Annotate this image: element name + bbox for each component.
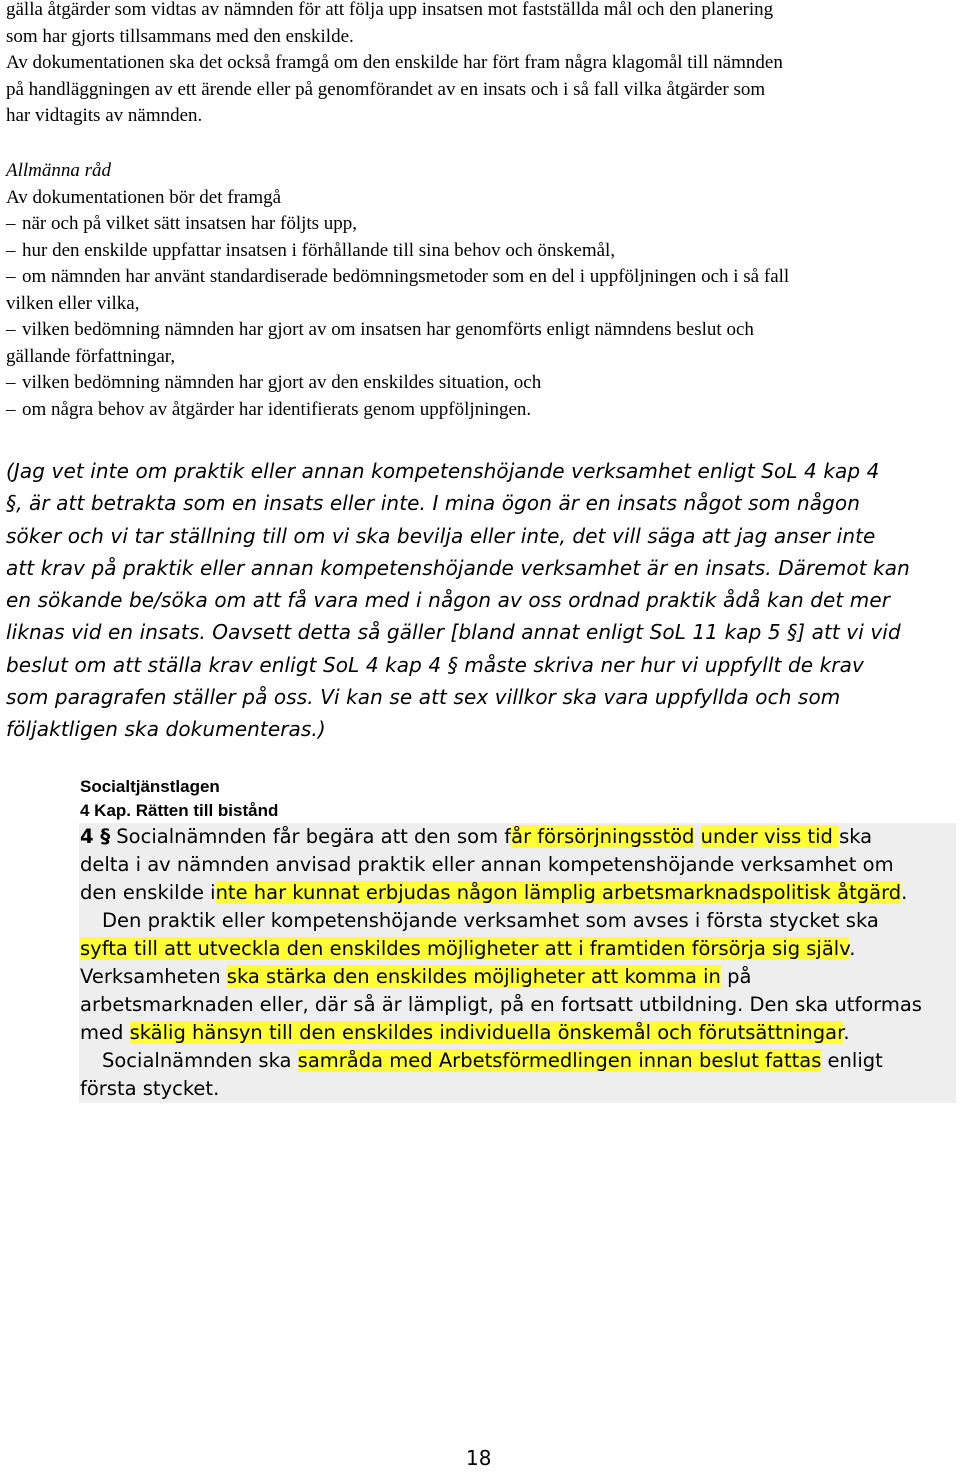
comment-line: (Jag vet inte om praktik eller annan kompetenshöjande verksamhet enligt SoL 4 kap 4 [6,459,880,483]
intro-line: har vidtagits av nämnden. [6,105,203,126]
paragraph-number: 4 § [80,825,111,848]
advice-item-continuation: gällande författningar, [6,345,176,367]
highlight: nte har kunnat erbjudas någon lämplig arbetsmarknadspolitisk åtgärd [215,881,902,904]
law-quote [80,823,960,1103]
page-number: 18 [466,1446,492,1470]
intro-paragraph [6,0,956,130]
general-advice-lead: Av dokumentationen bör det framgå [6,186,282,208]
author-comment [6,455,951,746]
comment-line: som paragrafen ställer på oss. Vi kan se att sex villkor ska vara uppfyllda och som [6,685,841,710]
law-paragraph-1: 4 § Socialnämnden får begära att den som får försörjningsstöd under viss tid ska delta i av nämnden anvisad praktik eller annan kompetenshöjande verksamhet om den enskilde inte har kunnat erbjudas någon lämplig arbetsmarknadspolitisk åtgärd. [80,825,908,904]
general-advice-section [6,158,956,423]
advice-item: – om några behov av åtgärder har identifierats genom uppföljningen. [6,398,532,420]
law-paragraph-2: Den praktik eller kompetenshöjande verksamhet som avses i första stycket ska syfta till att utveckla den enskildes möjligheter att i framtiden försörja sig själv. Verksamheten ska stärka den enskildes möjligheter att komma in på arbetsmarknaden eller, där så är lämpligt, på en fortsatt utbildning. Den ska utformas med skälig hänsyn till den enskildes individuella önskemål och förutsättningar. [80,909,922,1044]
comment-line: följaktligen ska dokumenteras.) [6,717,326,742]
advice-item: – vilken bedömning nämnden har gjort av om insatsen har genomförts enligt nämndens beslut och [6,319,754,340]
intro-line: gälla åtgärder som vidtas av nämnden för att följa upp insatsen mot fastställda mål och den planering [6,0,774,20]
general-advice-title: Allmänna råd [6,160,112,181]
advice-item: – om nämnden har använt standardiserade bedömningsmetoder som en del i uppföljningen och i så fall [6,266,790,287]
law-heading: Socialtjänstlagen [80,777,220,796]
law-chapter-heading: 4 Kap. Rätten till bistånd [80,801,279,820]
highlight: samråda med Arbetsförmedlingen innan beslut fattas [297,1049,822,1072]
advice-item: – hur den enskilde uppfattar insatsen i förhållande till sina behov och önskemål, [6,239,616,261]
advice-item: – vilken bedömning nämnden har gjort av den enskildes situation, och [6,372,542,393]
advice-item: – när och på vilket sätt insatsen har följts upp, [6,213,358,234]
comment-line: söker och vi tar ställning till om vi ska bevilja eller inte, det vill säga att jag anser inte [6,523,876,548]
comment-line: att krav på praktik eller annan kompetenshöjande verksamhet är en insats. Däremot kan [6,555,910,580]
intro-line: på handläggningen av ett ärende eller på genomförandet av en insats och i så fall vilka åtgärder som [6,78,766,100]
comment-line: en sökande be/söka om att få vara med i någon av oss ordnad praktik ådå kan det mer [6,588,891,613]
comment-line: §, är att betrakta som en insats eller inte. I mina ögon är en insats något som någon [6,491,861,516]
intro-line: som har gjorts tillsammans med den enskilde. [6,25,354,47]
comment-line: liknas vid en insats. Oavsett detta så gäller [bland annat enligt SoL 11 kap 5 §] att vi vid [6,620,901,645]
law-paragraph-3: Socialnämnden ska samråda med Arbetsförmedlingen innan beslut fattas enligt första stycket. [80,1049,883,1100]
highlight: syfta till att utveckla den enskildes möjligheter att i framtiden försörja sig själv [80,937,850,960]
highlight: skälig hänsyn till den enskildes individuella önskemål och förutsättningar [129,1021,844,1044]
highlight: år försörjningsstöd [511,825,695,848]
comment-line: beslut om att ställa krav enligt SoL 4 kap 4 § måste skriva ner hur vi uppfyllt de krav [6,652,864,677]
intro-line: Av dokumentationen ska det också framgå om den enskilde har fört fram några klagomål till nämnden [6,52,783,73]
highlight: ska stärka den enskildes möjligheter att komma in [226,965,721,988]
highlight: under viss tid [700,825,840,848]
advice-item-continuation: vilken eller vilka, [6,292,140,314]
